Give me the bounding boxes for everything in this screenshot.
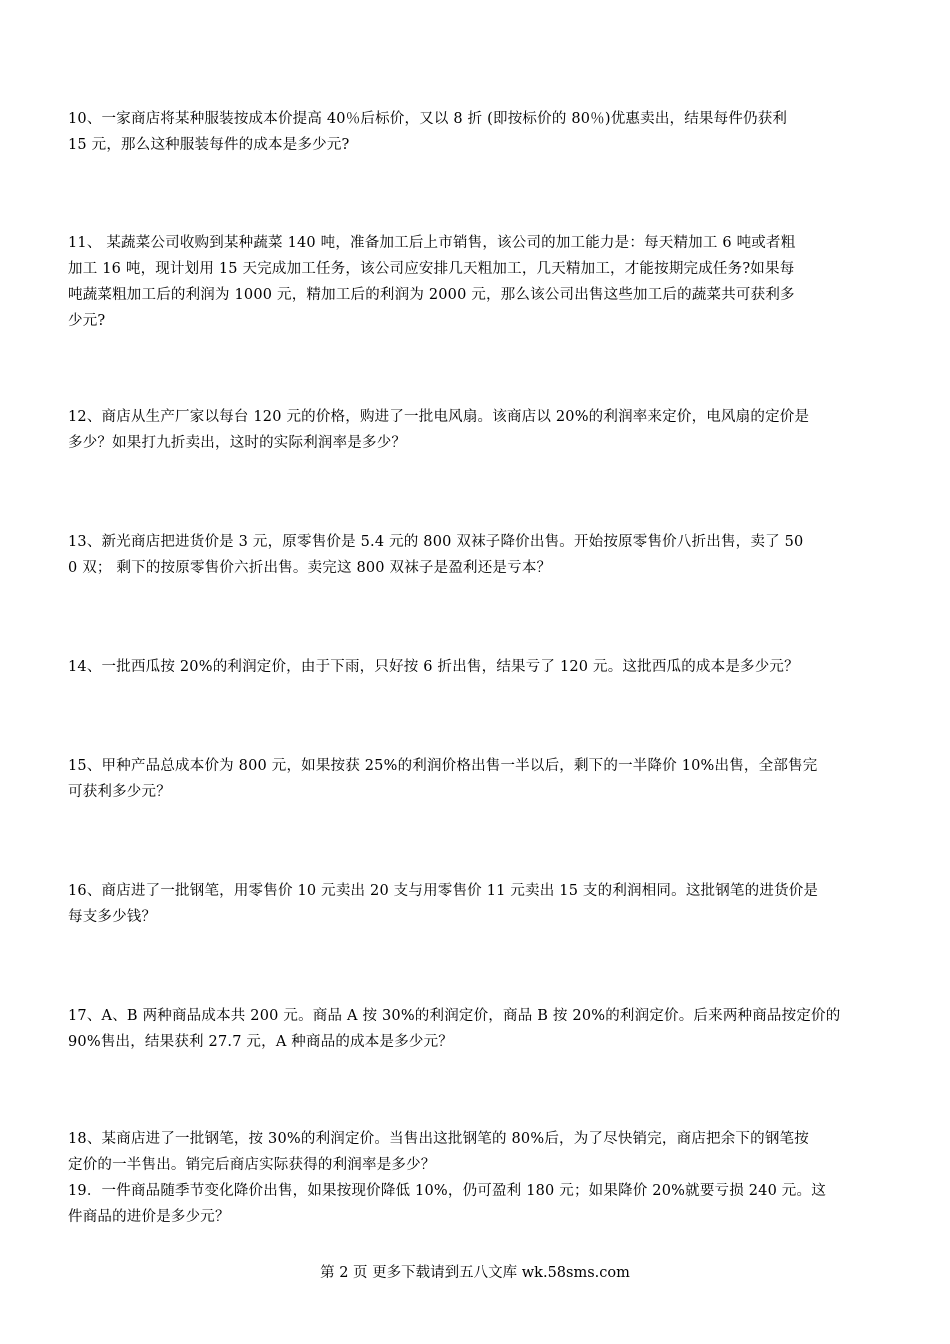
problem-18-19 — [68, 1126, 888, 1230]
problem-11 — [68, 230, 888, 334]
problem-line: 加工 16 吨，现计划用 15 天完成加工任务，该公司应安排几天粗加工，几天精加工，才能按期完成任务?如果每 — [68, 261, 795, 277]
problem-line: 11、 某蔬菜公司收购到某种蔬菜 140 吨，准备加工后上市销售，该公司的加工能力是：每天精加工 6 吨或者粗 — [68, 235, 796, 251]
problem-line: 多少？如果打九折卖出，这时的实际利润率是多少？ — [68, 435, 407, 451]
problem-line: 10、一家商店将某种服装按成本价提高 40％后标价，又以 8 折 (即按标价的 80％)优惠卖出，结果每件仍获利 — [68, 111, 788, 127]
problem-15 — [68, 753, 888, 805]
problem-14 — [68, 654, 888, 680]
problem-line: 18、某商店进了一批钢笔，按 30%的利润定价。当售出这批钢笔的 80%后，为了尽快销完，商店把余下的钢笔按 — [68, 1131, 809, 1147]
problem-line: 可获利多少元？ — [68, 784, 171, 800]
problem-line: 每支多少钱？ — [68, 909, 157, 925]
problem-line: 15、甲种产品总成本价为 800 元，如果按获 25%的利润价格出售一半以后，剩下的一半降价 10%出售，全部售完 — [68, 758, 818, 774]
problem-13 — [68, 529, 888, 581]
problem-16 — [68, 878, 888, 930]
problem-line: 0 双； 剩下的按原零售价六折出售。卖完这 800 双袜子是盈利还是亏本？ — [68, 560, 552, 576]
problem-12 — [68, 404, 888, 456]
problem-line: 13、新光商店把进货价是 3 元，原零售价是 5.4 元的 800 双袜子降价出售。开始按原零售价八折出售，卖了 50 — [68, 534, 804, 550]
problem-line: 定价的一半售出。销完后商店实际获得的利润率是多少？ — [68, 1157, 436, 1173]
problem-line: 15 元，那么这种服装每件的成本是多少元? — [68, 137, 350, 153]
problem-line: 14、一批西瓜按 20%的利润定价，由于下雨，只好按 6 折出售，结果亏了 120 元。这批西瓜的成本是多少元？ — [68, 659, 799, 675]
problem-line: 吨蔬菜粗加工后的利润为 1000 元，精加工后的利润为 2000 元，那么该公司出售这些加工后的蔬菜共可获利多 — [68, 287, 795, 303]
problem-line: 19．一件商品随季节变化降价出售，如果按现价降低 10%，仍可盈利 180 元；如果降价 20%就要亏损 240 元。这 — [68, 1183, 826, 1199]
page-footer: 第 2 页 更多下载请到五八文库 wk.58sms.com — [320, 1265, 630, 1281]
problem-line: 少元? — [68, 313, 106, 329]
problem-line: 90%售出，结果获利 27.7 元，A 种商品的成本是多少元？ — [68, 1034, 454, 1050]
problem-line: 12、商店从生产厂家以每台 120 元的价格，购进了一批电风扇。该商店以 20%的利润率来定价，电风扇的定价是 — [68, 409, 810, 425]
problem-17 — [68, 1003, 888, 1055]
problem-line: 件商品的进价是多少元？ — [68, 1209, 230, 1225]
problem-10 — [68, 106, 888, 158]
problem-line: 17、A、B 两种商品成本共 200 元。商品 A 按 30%的利润定价，商品 B 按 20%的利润定价。后来两种商品按定价的 — [68, 1008, 841, 1024]
problem-line: 16、商店进了一批钢笔，用零售价 10 元卖出 20 支与用零售价 11 元卖出 15 支的利润相同。这批钢笔的进货价是 — [68, 883, 819, 899]
